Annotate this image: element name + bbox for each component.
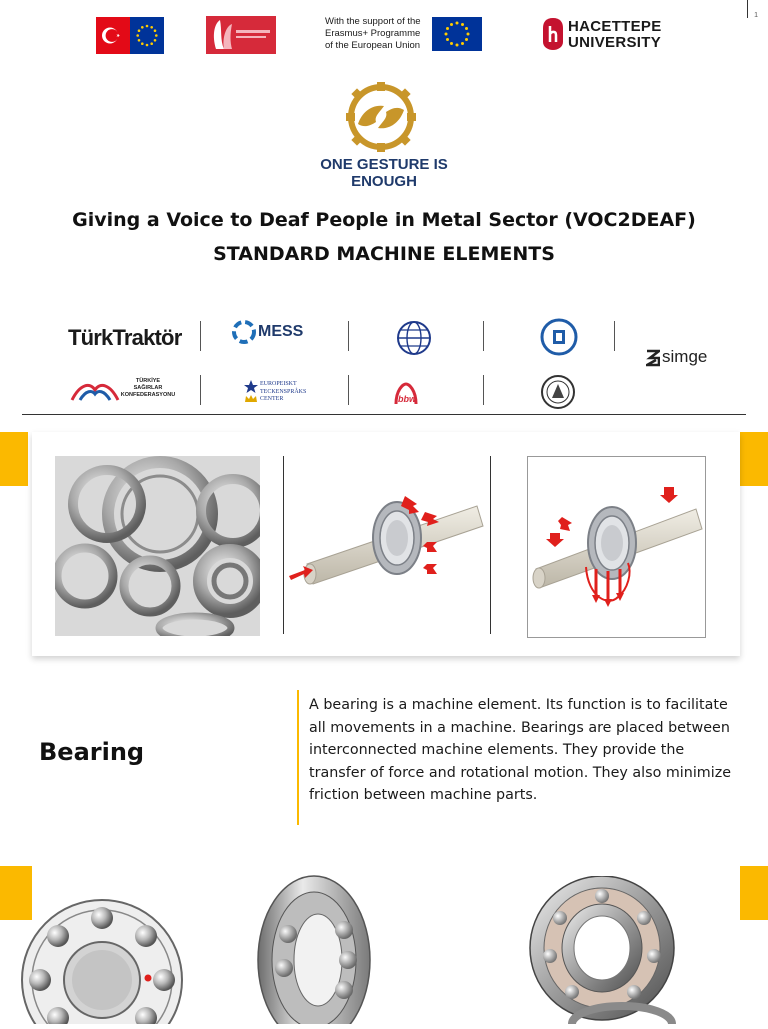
- hacettepe-logo-icon: [543, 18, 563, 50]
- slogan-line-1: ONE GESTURE IS: [320, 156, 448, 173]
- institution-seal-logo-icon: [540, 374, 576, 410]
- slogan-line-2: ENOUGH: [351, 173, 417, 190]
- mess-logo-text: MESS: [258, 323, 304, 340]
- bearing-assortment-photo: [55, 456, 260, 636]
- right-yellow-accent: [740, 432, 768, 486]
- erasmus-line-3: of the European Union: [325, 40, 421, 51]
- deep-groove-ball-bearing-image: [522, 876, 676, 1024]
- turktraktor-logo: TürkTraktör: [68, 325, 182, 350]
- hacettepe-university-name: [568, 19, 662, 51]
- page-number: 1: [754, 12, 758, 19]
- europeiskt-line-3: CENTER: [260, 396, 284, 402]
- partner-separator: [483, 375, 484, 405]
- university-seal-logo-icon: [540, 318, 578, 356]
- erasmus-line-2: Erasmus+ Programme: [325, 28, 421, 39]
- angular-contact-bearing-image: [252, 870, 372, 1024]
- erasmus-support-text: [325, 16, 430, 52]
- radial-load-diagram: [287, 486, 487, 586]
- partner-separator: [200, 321, 201, 351]
- voc2deaf-gear-hands-logo: [328, 82, 434, 152]
- ball-bearing-cross-section-image: [20, 888, 192, 1024]
- left-yellow-accent: [0, 432, 28, 486]
- turkey-eu-flags-logo: [96, 17, 164, 54]
- rsd-globe-logo-icon: [396, 320, 432, 356]
- bearing-description: A bearing is a machine element. Its function is to facilitate all movements in a machine. Bearings are placed between interconnected machine elements. They provide the transfer of force and rotational motion. They also minimize friction between machine parts.: [309, 697, 732, 803]
- deaf-federation-logo: [206, 16, 276, 54]
- europeiskt-line-2: TECKENSPRÅKS: [260, 388, 307, 395]
- turkey-flag-icon: [96, 17, 130, 54]
- project-title: Giving a Voice to Deaf People in Metal Sector (VOC2DEAF): [72, 209, 696, 231]
- simge-logo-icon: [646, 349, 660, 367]
- mess-logo-icon: [232, 320, 256, 344]
- partner-separator: [483, 321, 484, 351]
- page-number-tick: [747, 0, 748, 18]
- deaf-confederation-logo-icon: [70, 380, 120, 402]
- right-yellow-accent-lower: [740, 866, 768, 920]
- partner-separator: [348, 321, 349, 351]
- university-line-2: UNIVERSITY: [568, 34, 662, 51]
- eu-flag-icon: [130, 17, 164, 54]
- erasmus-line-1: With the support of the: [325, 16, 421, 27]
- section-heading: Bearing: [39, 738, 145, 766]
- deaf-confederation-logo-text: [118, 378, 178, 399]
- project-slogan: [0, 156, 768, 190]
- image-separator: [490, 456, 491, 634]
- partner-separator: [614, 321, 615, 351]
- partner-separator: [348, 375, 349, 405]
- europeiskt-line-1: EUROPEISKT: [260, 381, 297, 387]
- university-line-1: HACETTEPE: [568, 18, 662, 35]
- partner-separator: [200, 375, 201, 405]
- simge-logo-text: simge: [662, 347, 708, 366]
- header-divider: [22, 414, 746, 415]
- combined-load-diagram: [527, 456, 706, 638]
- tsk-line-3: KONFEDERASYONU: [120, 392, 176, 398]
- star-crown-logo-icon: [244, 380, 258, 404]
- tsk-line-1: TÜRKİYE: [135, 378, 161, 384]
- bbw-logo-text: bbw: [398, 394, 416, 404]
- eu-flag-icon: [432, 17, 482, 51]
- image-separator: [283, 456, 284, 634]
- page-subtitle: STANDARD MACHINE ELEMENTS: [213, 243, 555, 265]
- description-accent-rule: [297, 690, 299, 825]
- europeiskt-center-logo-text: [260, 381, 306, 404]
- tsk-line-2: SAĞIRLAR: [133, 385, 163, 391]
